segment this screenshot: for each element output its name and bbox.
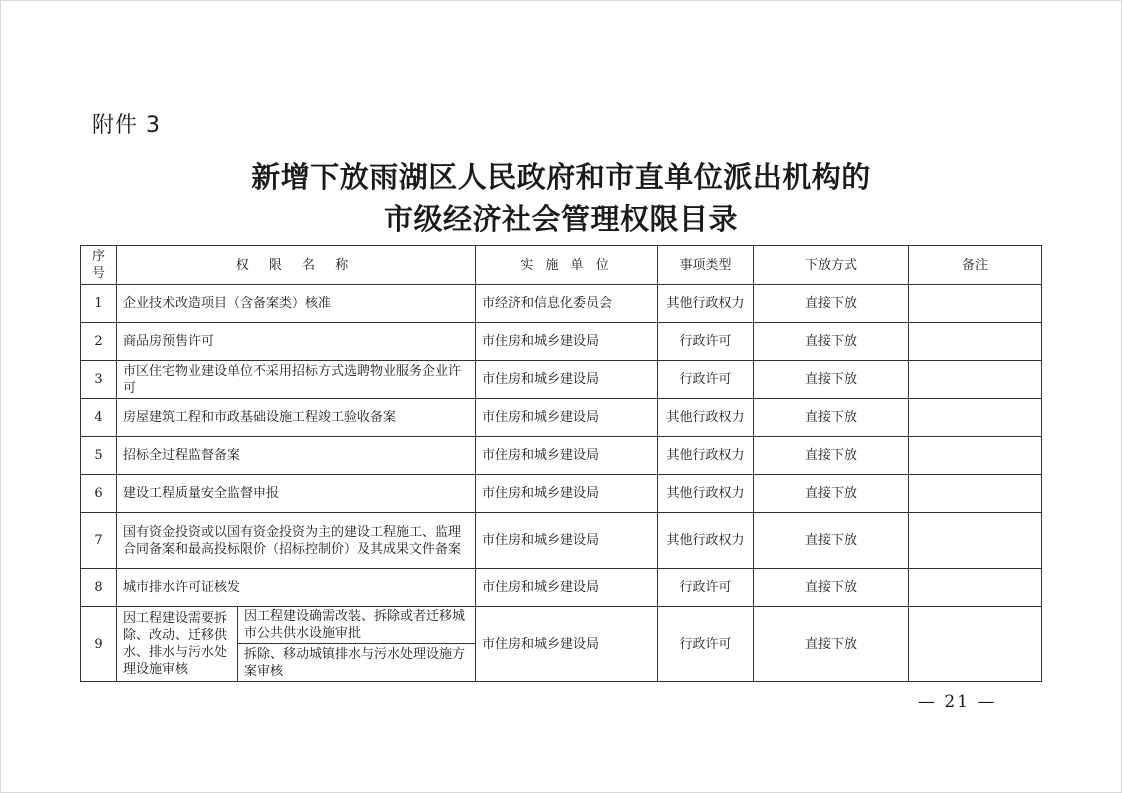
- row-unit: 市住房和城乡建设局: [476, 513, 658, 569]
- row-type: 其他行政权力: [658, 475, 754, 513]
- row-remark: [909, 475, 1042, 513]
- row-method: 直接下放: [754, 361, 909, 399]
- row-method: 直接下放: [754, 285, 909, 323]
- table-row: [81, 399, 1042, 437]
- row-no: 5: [81, 437, 117, 475]
- table-row: [81, 437, 1042, 475]
- row-method: 直接下放: [754, 437, 909, 475]
- row-remark: [909, 437, 1042, 475]
- row-unit: 市经济和信息化委员会: [476, 285, 658, 323]
- row-no: 8: [81, 569, 117, 607]
- row-method: 直接下放: [754, 399, 909, 437]
- row-unit: 市住房和城乡建设局: [476, 323, 658, 361]
- row-unit: 市住房和城乡建设局: [476, 475, 658, 513]
- row-method: 直接下放: [754, 475, 909, 513]
- table-row-9a: [81, 607, 1042, 644]
- row-name: 国有资金投资或以国有资金投资为主的建设工程施工、监理合同备案和最高投标限价（招标控制价）及其成果文件备案: [117, 513, 476, 569]
- row-name: 市区住宅物业建设单位不采用招标方式选聘物业服务企业许可: [117, 361, 476, 399]
- authority-catalog-table: [80, 245, 1042, 682]
- table-row: [81, 475, 1042, 513]
- row-method: 直接下放: [754, 569, 909, 607]
- row-name: 房屋建筑工程和市政基础设施工程竣工验收备案: [117, 399, 476, 437]
- attachment-label: 附件 3: [92, 113, 161, 138]
- row-no: 2: [81, 323, 117, 361]
- row-unit: 市住房和城乡建设局: [476, 361, 658, 399]
- row-type: 行政许可: [658, 607, 754, 682]
- row-sub-item-1: 因工程建设确需改装、拆除或者迁移城市公共供水设施审批: [238, 607, 476, 644]
- header-method: 下放方式: [754, 246, 909, 285]
- document-title-line1: 新增下放雨湖区人民政府和市直单位派出机构的: [251, 160, 871, 194]
- row-no: 1: [81, 285, 117, 323]
- row-remark: [909, 569, 1042, 607]
- row-type: 行政许可: [658, 323, 754, 361]
- row-remark: [909, 607, 1042, 682]
- row-name-main: 因工程建设需要拆除、改动、迁移供水、排水与污水处理设施审核: [117, 607, 238, 682]
- row-unit: 市住房和城乡建设局: [476, 399, 658, 437]
- row-no: 4: [81, 399, 117, 437]
- table-header-row: [81, 246, 1042, 285]
- row-name: 城市排水许可证核发: [117, 569, 476, 607]
- header-name: 权 限 名 称: [117, 246, 476, 285]
- row-method: 直接下放: [754, 607, 909, 682]
- row-method: 直接下放: [754, 323, 909, 361]
- table-row: [81, 285, 1042, 323]
- row-type: 行政许可: [658, 569, 754, 607]
- row-name: 企业技术改造项目（含备案类）核准: [117, 285, 476, 323]
- row-remark: [909, 323, 1042, 361]
- row-name: 商品房预售许可: [117, 323, 476, 361]
- row-unit: 市住房和城乡建设局: [476, 569, 658, 607]
- row-type: 行政许可: [658, 361, 754, 399]
- table-row: [81, 323, 1042, 361]
- row-name: 招标全过程监督备案: [117, 437, 476, 475]
- header-unit: 实 施 单 位: [476, 246, 658, 285]
- row-remark: [909, 399, 1042, 437]
- row-no: 7: [81, 513, 117, 569]
- row-no: 9: [81, 607, 117, 682]
- row-sub-item-2: 拆除、移动城镇排水与污水处理设施方案审核: [238, 644, 476, 682]
- row-unit: 市住房和城乡建设局: [476, 437, 658, 475]
- row-remark: [909, 513, 1042, 569]
- row-unit: 市住房和城乡建设局: [476, 607, 658, 682]
- header-remark: 备注: [909, 246, 1042, 285]
- row-remark: [909, 361, 1042, 399]
- row-name: 建设工程质量安全监督申报: [117, 475, 476, 513]
- table-row: [81, 569, 1042, 607]
- row-remark: [909, 285, 1042, 323]
- row-no: 6: [81, 475, 117, 513]
- header-no: 序号: [81, 246, 117, 285]
- row-type: 其他行政权力: [658, 285, 754, 323]
- row-no: 3: [81, 361, 117, 399]
- header-type: 事项类型: [658, 246, 754, 285]
- row-type: 其他行政权力: [658, 437, 754, 475]
- row-type: 其他行政权力: [658, 399, 754, 437]
- table-row: [81, 361, 1042, 399]
- row-type: 其他行政权力: [658, 513, 754, 569]
- row-method: 直接下放: [754, 513, 909, 569]
- document-title-line2: 市级经济社会管理权限目录: [383, 202, 738, 236]
- table-row: [81, 513, 1042, 569]
- page-number: — 21 —: [918, 692, 997, 712]
